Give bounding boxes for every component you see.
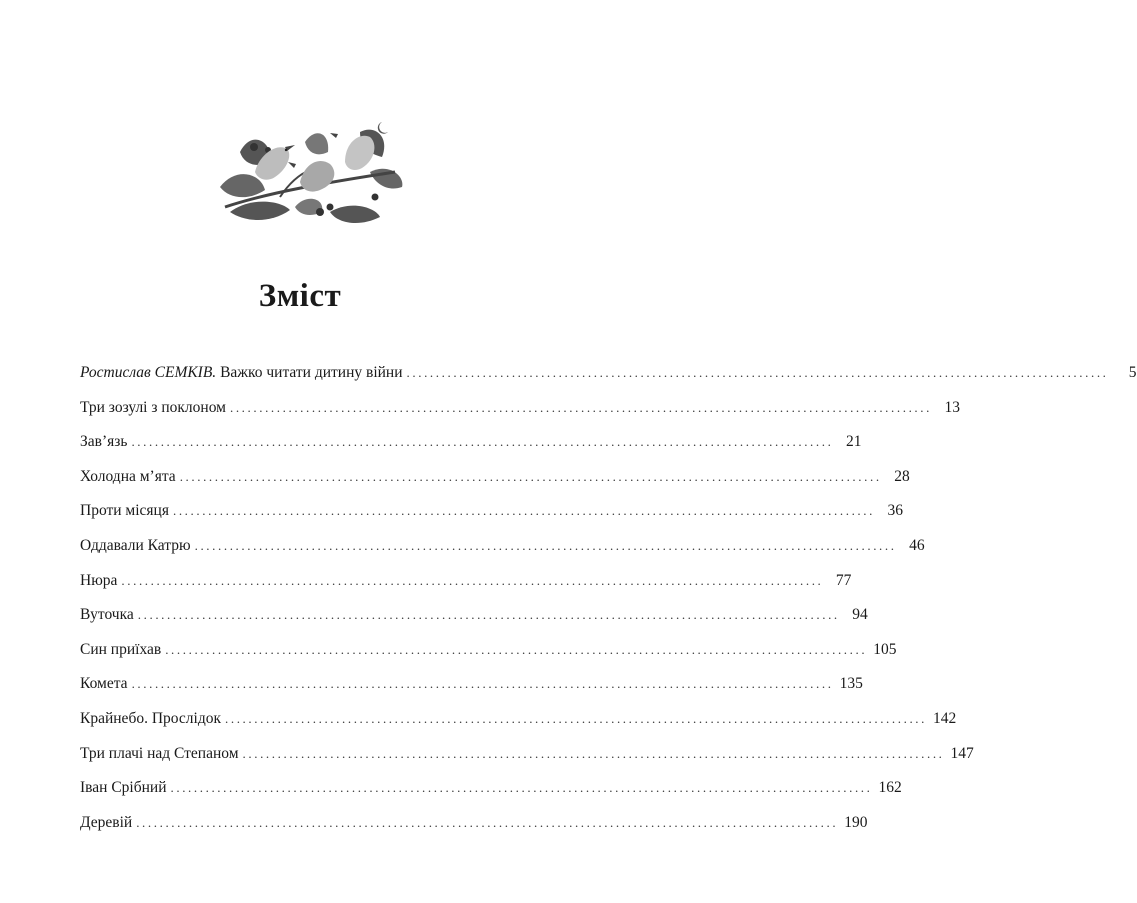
toc-entry-page: 77 xyxy=(835,571,852,589)
toc-entry-title xyxy=(80,398,226,418)
toc-leader-dots: ........................................................................................................................ xyxy=(229,399,932,415)
toc-entry-text: Оддавали Катрю xyxy=(80,536,191,554)
toc-entry[interactable] xyxy=(80,501,903,536)
toc-entry-title xyxy=(80,813,132,833)
page-title: Зміст xyxy=(258,278,342,314)
toc-entry-text: Три плачі над Степаном xyxy=(80,744,239,762)
birds-on-branch-icon xyxy=(210,112,410,232)
toc-entry-title xyxy=(80,501,169,521)
toc-entry-text: Іван Срібний xyxy=(80,779,167,797)
toc-entry[interactable] xyxy=(80,571,852,606)
toc-entry-text: Зав’язь xyxy=(80,433,128,451)
toc-entry[interactable] xyxy=(80,536,925,571)
toc-entry[interactable] xyxy=(80,674,863,709)
toc-entry[interactable] xyxy=(80,467,910,502)
toc-entry-text: Нюра xyxy=(80,571,118,589)
toc-entry-page: 28 xyxy=(894,467,910,485)
toc-entry-text: Крайнебо. Прослідок xyxy=(80,709,221,727)
toc-entry[interactable] xyxy=(80,709,957,744)
toc-entry-page: 5 xyxy=(1128,364,1137,381)
toc-entry-text: Проти місяця xyxy=(80,502,169,520)
toc-leader-dots: ........................................................................................................................ xyxy=(194,537,897,553)
toc-leader-dots: ........................................................................................................................ xyxy=(225,710,927,726)
toc-leader-dots: ........................................................................................................................ xyxy=(137,607,840,623)
toc-entry-title xyxy=(80,778,167,798)
toc-leader-dots: ........................................................................................................................ xyxy=(131,676,834,692)
toc-entry-title xyxy=(80,571,117,591)
toc-leader-dots: ........................................................................................................................ xyxy=(172,503,875,519)
toc-entry-page: 190 xyxy=(844,813,868,831)
toc-entry-page: 36 xyxy=(887,502,903,520)
toc-entry-title xyxy=(80,432,127,452)
toc-entry[interactable] xyxy=(80,744,974,779)
toc-entry-page: 13 xyxy=(944,398,960,416)
toc-entry[interactable] xyxy=(80,640,897,675)
toc-leader-dots: ........................................................................................................................ xyxy=(406,365,1109,380)
toc-entry[interactable] xyxy=(80,813,868,848)
toc-entry-page: 21 xyxy=(845,433,862,451)
toc-entry[interactable] xyxy=(80,605,868,640)
toc-entry-page: 46 xyxy=(909,536,925,554)
toc-entry-title xyxy=(80,709,221,729)
toc-entry-title xyxy=(80,536,191,556)
toc-leader-dots: ........................................................................................................................ xyxy=(179,468,882,484)
toc-entry-text: Син приїхав xyxy=(80,640,162,658)
toc-leader-dots: ........................................................................................................................ xyxy=(165,641,868,657)
toc-entry[interactable] xyxy=(80,363,1137,398)
toc-entry-page: 147 xyxy=(950,744,974,762)
toc-leader-dots: ........................................................................................................................ xyxy=(136,814,839,830)
toc-leader-dots: ........................................................................................................................ xyxy=(121,572,824,588)
toc-entry-page: 94 xyxy=(852,606,868,624)
toc-entry-text: Вуточка xyxy=(80,606,134,624)
toc-entry[interactable] xyxy=(80,778,902,813)
toc-entry-title xyxy=(80,674,128,694)
toc-entry-title xyxy=(80,744,239,764)
toc-entry-text: Важко читати дитину війни xyxy=(220,364,403,381)
toc-entry-page: 105 xyxy=(873,640,897,658)
toc-entry-text: Деревій xyxy=(80,813,133,831)
toc-entry-page: 142 xyxy=(933,709,957,727)
toc-entry-text: Комета xyxy=(80,675,128,693)
toc-entry-title xyxy=(80,467,176,487)
toc-leader-dots: ........................................................................................................................ xyxy=(131,434,834,450)
toc-entry[interactable] xyxy=(80,432,862,467)
toc-entry-title xyxy=(80,640,161,660)
toc-entry-author: Ростислав СЕМКІВ. xyxy=(80,364,217,381)
toc-leader-dots: ........................................................................................................................ xyxy=(242,745,945,761)
table-of-contents xyxy=(80,363,1137,847)
toc-entry-title xyxy=(80,605,134,625)
toc-entry-text: Три зозулі з поклоном xyxy=(80,398,226,416)
toc-entry-text: Холодна м’ята xyxy=(80,467,176,485)
toc-entry[interactable] xyxy=(80,398,960,433)
toc-entry-title xyxy=(80,363,403,383)
toc-entry-page: 135 xyxy=(839,675,863,693)
toc-entry-page: 162 xyxy=(878,779,902,797)
toc-leader-dots: ........................................................................................................................ xyxy=(170,780,873,796)
